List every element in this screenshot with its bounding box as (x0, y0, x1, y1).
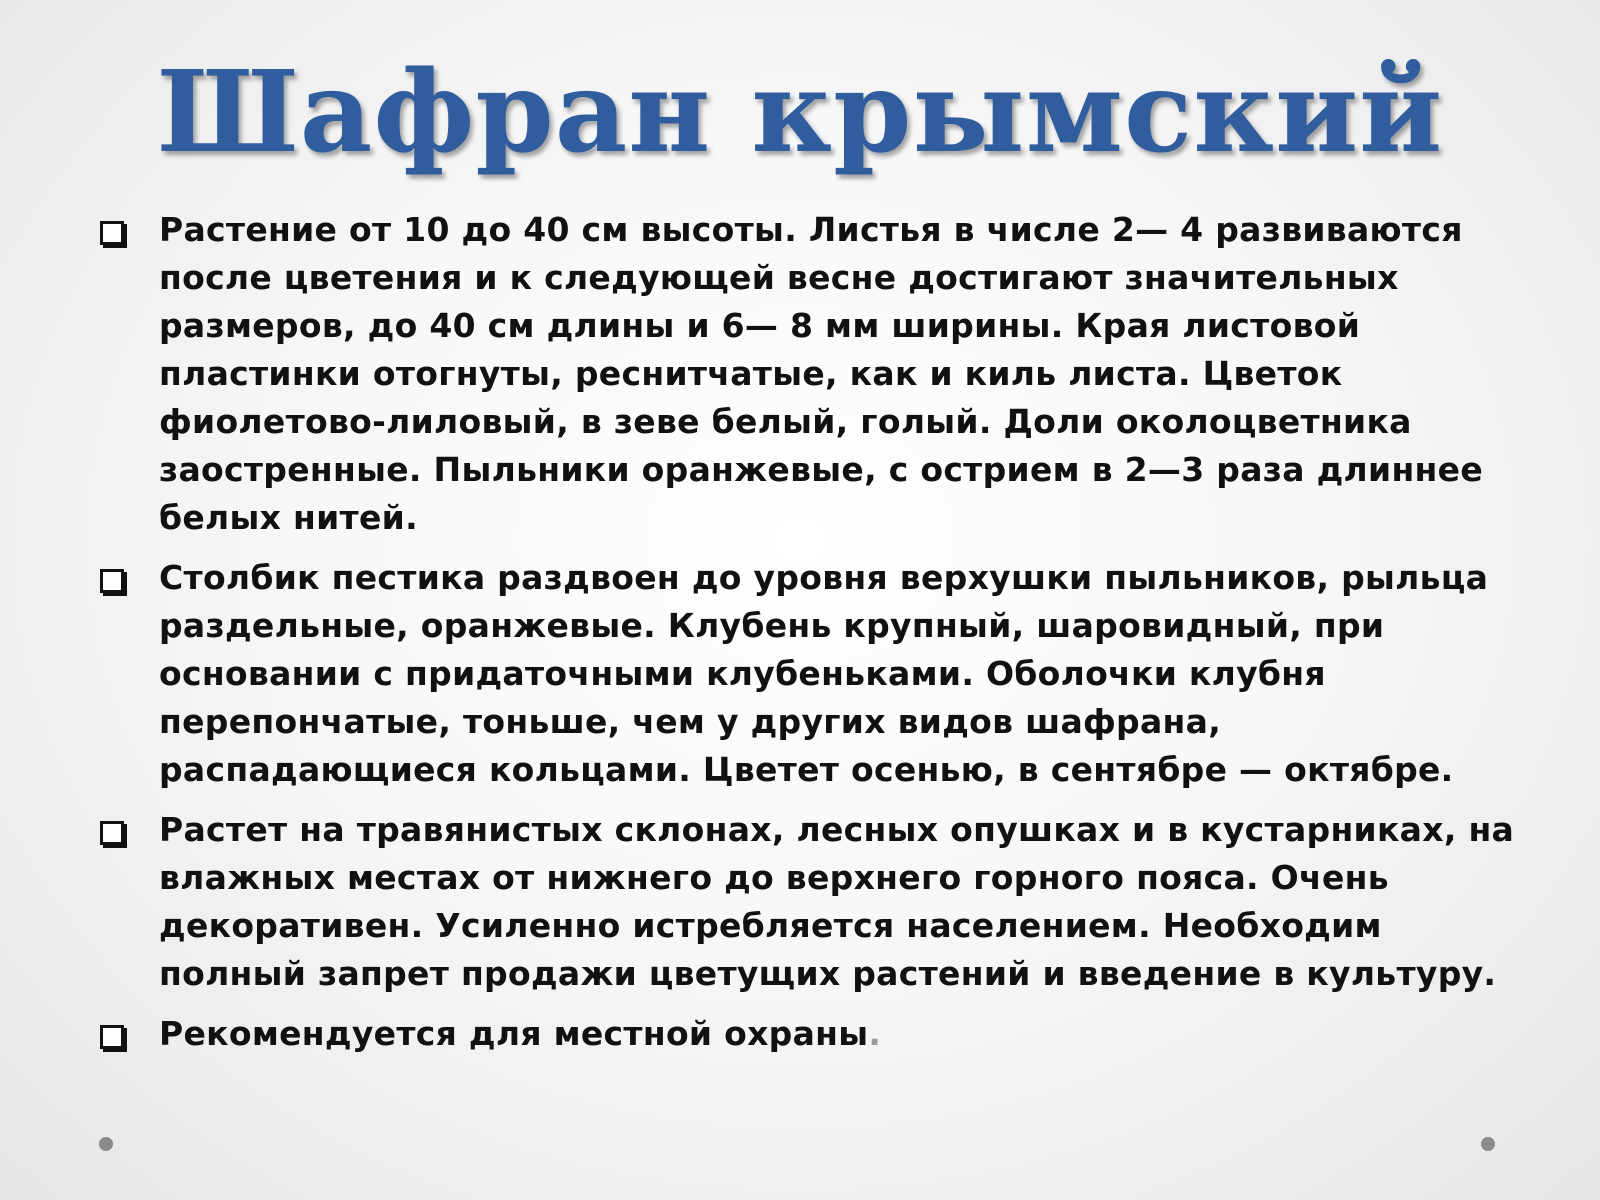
bullet-item (100, 206, 1520, 542)
bullet-text: Растет на травянистых склонах, лесных опушках и в кустарниках, на влажных местах от нижнего до верхнего горного пояса. Очень декоративен. Усиленно истребляется населением. Необходим полный запрет продажи цветущих растений и введение в культуру. (159, 810, 1515, 993)
bullet-trailing-period: . (868, 1014, 882, 1053)
bullet-text: Рекомендуется для местной охраны (159, 1014, 869, 1053)
bullet-text: Столбик пестика раздвоен до уровня верхушки пыльников, рыльца раздельные, оранжевые. Клубень крупный, шаровидный, при основании с придаточными клубеньками. Оболочки клубня перепончатые, тоньше, чем у других видов шафрана, распадающиеся кольцами. Цветет осенью, в сентябре — октябре. (159, 558, 1489, 789)
hollow-square-bullet-icon (100, 1025, 124, 1049)
decorative-dot-icon (99, 1137, 113, 1151)
bullet-item (100, 806, 1520, 998)
bullet-item (100, 554, 1520, 794)
hollow-square-bullet-icon (100, 221, 124, 245)
bullet-text: Растение от 10 до 40 см высоты. Листья в числе 2— 4 развиваются после цветения и к следующей весне достигают значительных размеров, до 40 см длины и 6— 8 мм ширины. Края листовой пластинки отогнуты, реснитчатые, как и киль листа. Цветок фиолетово-лиловый, в зеве белый, голый. Доли околоцветника заостренные. Пыльники оранжевые, с острием в 2—3 раза длиннее белых нитей. (159, 210, 1484, 537)
bullet-list (100, 206, 1520, 1070)
hollow-square-bullet-icon (100, 821, 124, 845)
decorative-dot-icon (1481, 1137, 1495, 1151)
hollow-square-bullet-icon (100, 569, 124, 593)
slide-title: Шафран крымский (156, 47, 1444, 178)
bullet-item (100, 1010, 1520, 1058)
